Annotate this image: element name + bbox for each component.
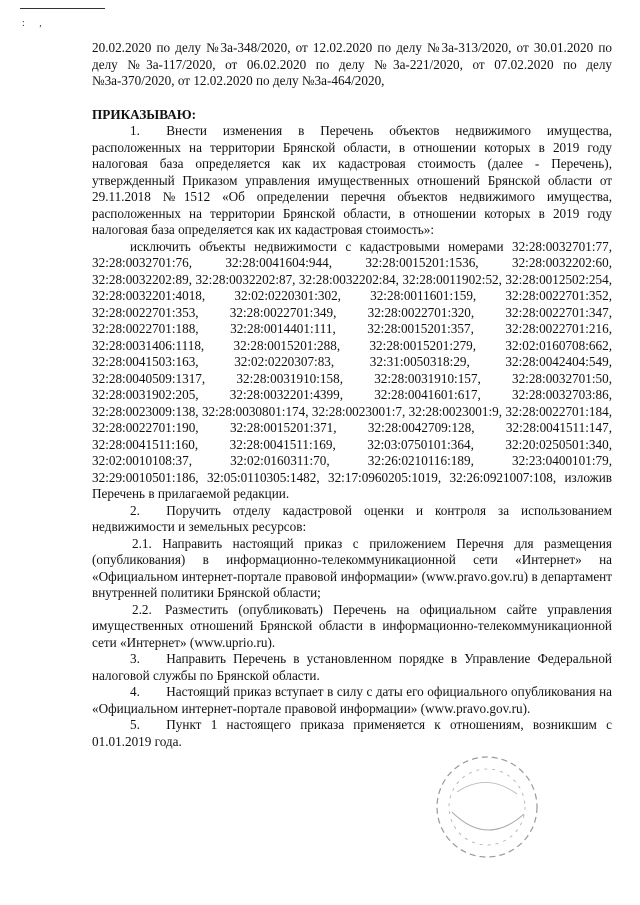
item-1-exclusion-list: исключить объекты недвижимости с кадастровыми номерами 32:28:0032701:77, 32:28:0032701:76, 32:28:0041604:944, 32:28:0015201:1536, 32:28:0032202:60, 32:28:0032202:89, 32:28:0032202:87, 32:28:0032202:84, 32:28:0011902:52, 32:28:0012502:254, 32:28:0032201:4018, 32:02:0220301:302, 32:28:0011601:159, 32:28:0022701:352, 32:28:0022701:353, 32:28:0022701:349, 32:28:0022701:320, 32:28:0022701:347, 32:28:0022701:188, 32:28:0014401:111, 32:28:0015201:357, 32:28:0022701:216, 32:28:0031406:1118, 32:28:0015201:288, 32:28:0015201:279, 32:02:0160708:662, 32:28:0041503:163, 32:02:0220307:83, 32:31:0050318:29, 32:28:0042404:549, 32:28:0040509:1317, 32:28:0031910:158, 32:28:0031910:157, 32:28:0032701:50, 32:28:0031902:205, 32:28:0032201:4399, 32:28:0041601:617, 32:28:0032703:86, 32:28:0023009:138, 32:28:0030801:174, 32:28:0023001:7, 32:28:0023001:9, 32:28:0022701:184, 32:28:0022701:190, 32:28:0015201:371, 32:28:0042709:128, 32:28:0041511:147, 32:28:0041511:160, 32:28:0041511:169, 32:03:0750101:364, 32:20:0250501:340, 32:02:0010108:37, 32:02:0160311:70, 32:26:0210116:189, 32:23:0400101:79, 32:29:0010501:186, 32:05:0110305:1482, 32:17:0960205:1019, 32:26:0921007:108, изложив Перечень в прилагаемой редакции. — [92, 238, 612, 501]
item-4: 4. Настоящий приказ вступает в силу с даты его официального опубликования на «Официальном интернет-портале правовой информации» (www.pravo.gov.ru). — [92, 684, 612, 716]
intro-paragraph: 20.02.2020 по делу №3а-348/2020, от 12.02.2020 по делу №3а-313/2020, от 30.01.2020 по делу №3а-117/2020, от 06.02.2020 по делу №3а-221/2020, от 07.02.2020 по делу №3а-370/2020, от 12.02.2020 по делу №3а-464/2020, — [92, 40, 612, 88]
corner-mark: : , — [22, 18, 48, 29]
document-stamp — [432, 752, 542, 862]
item-3: 3. Направить Перечень в установленном порядке в Управление Федеральной налоговой службы по Брянской области. — [92, 651, 612, 683]
item-2: 2. Поручить отделу кадастровой оценки и контроля за использованием недвижимости и земельных ресурсов: — [92, 502, 612, 534]
item-5: 5. Пункт 1 настоящего приказа применяется к отношениям, возникшим с 01.01.2019 года. — [92, 717, 612, 749]
item-2-1: 2.1. Направить настоящий приказ с приложением Перечня для размещения (опубликования) в информационно-телекоммуникационной сети «Интернет» на «Официальном интернет-портале правовой информации» (www.pravo.gov.ru) в департамент внутренней политики Брянской области; — [92, 535, 612, 600]
item-1: 1. Внести изменения в Перечень объектов недвижимого имущества, расположенных на территории Брянской области, в отношении которых в 2019 году налоговая база определяется как их кадастровая стоимость (далее - Перечень), утвержденный Приказом управления имущественных отношений Брянской области от 29.11.2018 №1512 «Об определении перечня объектов недвижимого имущества, расположенных на территории Брянской области, в отношении которых в 2019 году налоговая база определяется как их кадастровая стоимость»: — [92, 123, 612, 237]
header-rule — [20, 8, 105, 9]
document-body — [92, 40, 612, 750]
item-2-2: 2.2. Разместить (опубликовать) Перечень на официальном сайте управления имущественных отношений Брянской области в информационно-телекоммуникационной сети «Интернет» (www.uprio.ru). — [92, 601, 612, 650]
order-heading: ПРИКАЗЫВАЮ: — [92, 106, 196, 122]
